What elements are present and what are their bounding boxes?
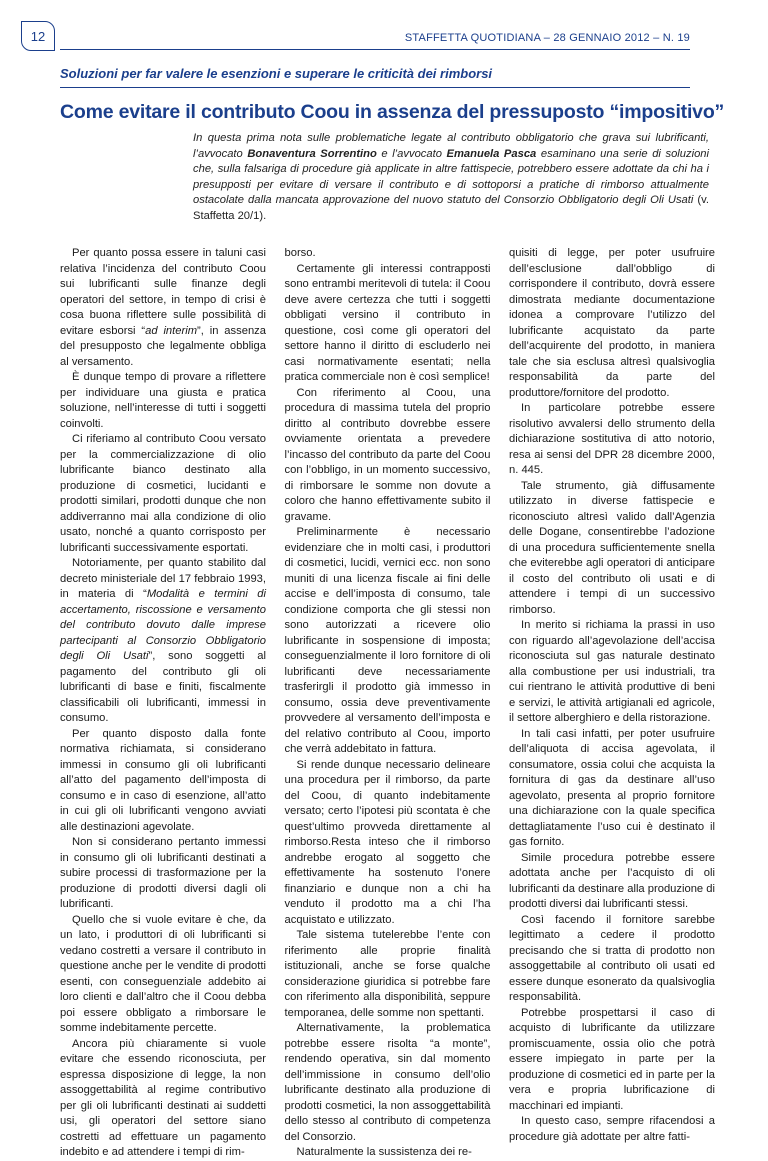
paragraph: Con riferimento al Coou, una procedura di massima tutela del proprio diritto al contributo dovrebbe essere ovviamente orientata a prevedere l’incasso del contributo da parte del Coou con l’obbligo, in un momento successivo, di rimborsare le somme non dovute a coloro che hanno effettivamente subito il gravame. bbox=[284, 386, 491, 523]
column-1 bbox=[60, 246, 266, 1158]
paragraph: Notoriamente, per quanto stabilito dal decreto ministeriale del 17 febbraio 1993, in materia di “Modalità e termini di accertamento, riscossione e versamento del contributo dovuto dalle imprese partecipanti al Consorzio Obbligatorio degli Oli Usati”, sono soggetti al pagamento del contributo gli oli lubrificanti di base e finiti, fiscalmente classificabili oli lubrificanti, immessi in consumo. bbox=[60, 557, 266, 724]
paragraph: Naturalmente la sussistenza dei re- bbox=[296, 1146, 472, 1158]
paragraph: Ci riferiamo al contributo Coou versato per la commercializzazione di olio lubrificante bianco destinato alla produzione di cosmetici, lucidanti e prodotti similari, prodotti dunque che non addiverranno mai alla condizione di olio usato, nonché a quanto corrisposto per lubrificanti successivamente esportati. bbox=[60, 433, 266, 554]
article-lead: In questa prima nota sulle problematiche legate al contributo obbligatorio che grava sui lubrificanti, l’avvocato Bonaventura Sorrentino e l’avvocato Emanuela Pasca esaminano una serie di soluzioni che, sulla falsariga di procedure già applicate in altre fattispecie, potrebbero essere adottate da chi ha i presupposti per evitare di versare il contributo e di sottoporsi a pratiche di rimborso attualmente ostacolate dalla mancata approvazione del nuovo statuto del Consorzio Obbligatorio degli Oli Usati (v. Staffetta 20/1). bbox=[193, 132, 710, 222]
paragraph: Non si considerano pertanto immessi in consumo gli oli lubrificanti destinati a subire processi di trasformazione per la produzione di prodotti diversi dagli oli lubrificanti. bbox=[60, 836, 266, 910]
paragraph: In particolare potrebbe essere risolutivo avvalersi dello strumento della dichiarazione sostitutiva di atto notorio, resa ai sensi del DPR 28 dicembre 2000, n. 445. bbox=[509, 402, 715, 476]
paragraph: Tale sistema tutelerebbe l’ente con riferimento alle proprie finalità istituzionali, anche se forse qualche considerazione giuridica si potrebbe fare con riferimento alla disponibilità, seppure temporanea, delle somme non spettanti. bbox=[284, 929, 491, 1019]
paragraph: Ancora più chiaramente si vuole evitare che essendo riconosciuta, per espressa disposizione di legge, la non assoggettabilità al regime contributivo per gli oli lubrificanti destinati ai suddetti usi, gli operatori del settore siano costretti ad effettuare un pagamento indebito e ad attendere i tempi di rim- bbox=[60, 1037, 266, 1158]
paragraph: Per quanto disposto dalla fonte normativa richiamata, si considerano immessi in consumo gli oli lubrificanti all’atto del pagamento dell’imposta di consumo e in caso di esenzione, all’atto in cui gli oli lubrificanti vengono avviati alle destinazioni agevolate. bbox=[60, 727, 266, 833]
paragraph: Certamente gli interessi contrapposti sono entrambi meritevoli di tutela: il Coou deve avere certezza che tutti i soggetti obbligati versino il contributo in questione, così come gli operatori del settore hanno il diritto di escluderlo nei casi normativamente esentati; nella pratica commerciale non è così semplice! bbox=[284, 262, 491, 383]
section-rule bbox=[60, 87, 690, 88]
paragraph: È dunque tempo di provare a riflettere per individuare una giusta e pratica soluzione, nell’interesse di tutti i soggetti coinvolti. bbox=[60, 371, 266, 430]
article-title: Come evitare il contributo Coou in assenza del pressuposto “impositivo” bbox=[60, 101, 725, 123]
article-body bbox=[60, 246, 715, 1158]
paragraph: Simile procedura potrebbe essere adottata anche per l’acquisto di oli lubrificanti da destinare alla produzione di prodotti diversi dai lubrificanti stessi. bbox=[509, 851, 715, 910]
paragraph: Tale strumento, già diffusamente utilizzato in diverse fattispecie e riconosciuto altresì valido dall’Agenzia delle Dogane, consentirebbe l’adozione di una procedura sufficientemente snella che eviterebbe agli operatori di anticipare il costo del contributo oli usati e di attendere i tempi di un successivo rimborso. bbox=[509, 479, 715, 616]
author-name: Emanuela Pasca bbox=[446, 147, 537, 160]
paragraph: Preliminarmente è necessario evidenziare che in molti casi, i produttori di cosmetici, lucidi, vernici ecc. non sono muniti di una licenza fiscale ai fini delle accise e dell’imposta di consumo, tale condizione comporta che gli stessi non sono autorizzati a ricevere olio lubrificante in sospensione di imposta; conseguenzialmente il loro fornitore di oli lubrificanti deve necessariamente trasferirgli il prodotto già immesso in consumo, ossia deve preventivamente provvedere al versamento dell’imposta e del relativo contributo al Coou, importo che verrà addebitato in fattura. bbox=[284, 526, 491, 755]
paragraph: Potrebbe prospettarsi il caso di acquisto di lubrificante da utilizzare promiscuamente, ossia olio che potrà essere impiegato in parte per la produzione di cosmetici ed in parte per la vera e propria lubrificazione di macchinari ed impianti. bbox=[509, 1006, 715, 1112]
paragraph: Così facendo il fornitore sarebbe legittimato a cedere il prodotto precisando che si tratta di prodotto non assoggettabile al contributo oli usati ed essere dunque esonerato da qualsivoglia responsabilità. bbox=[509, 913, 715, 1003]
cross-reference: (v. Staffetta 20/1). bbox=[193, 194, 709, 222]
paragraph: Quello che si vuole evitare è che, da un lato, i produttori di oli lubrificanti si vedano costretti a versare il contributo in questione anche per le vendite di prodotti esenti, con conseguenziale addebito ai loro clienti e dall’altro che il Coou debba poi essere obbligato a rimborsare le somme indebitamente percette. bbox=[60, 913, 266, 1034]
header-rule bbox=[60, 49, 690, 50]
paragraph: In tali casi infatti, per poter usufruire dell’aliquota di accisa agevolata, il consumatore, ossia colui che acquista la fornitura di gas da destinare all’uso agevolato, presenta al proprio fornitore una dichiarazione con la quale specifica dettagliatamente l’uso cui è destinato il gas fornito. bbox=[509, 727, 715, 848]
paragraph: quisiti di legge, per poter usufruire dell’esclusione dall’obbligo di corrispondere il contributo, dovrà essere dimostrata mediante documentazione idonea a comprovare l’utilizzo del lubrificante acquistato da parte dell’acquirente del prodotto, in maniera tale che sia esclusa altresì qualsivoglia responsabilità da parte del produttore/fornitore del prodotto. bbox=[509, 247, 715, 399]
page-number: 12 bbox=[21, 21, 55, 51]
paragraph: Si rende dunque necessario delineare una procedura per il rimborso, da parte del Coou, di quanto indebitamente versato; certo l’ipotesi più scontata è che quest’ultimo provveda direttamente al rimborso.Resta inteso che il rimborso andrebbe erogato al soggetto che effettivamente ha sostenuto l’onere finanziario e dunque non a chi ha venduto il prodotto ma a chi l’ha acquistato e utilizzato. bbox=[284, 758, 491, 926]
paragraph: borso. bbox=[284, 247, 316, 259]
paragraph: In merito si richiama la prassi in uso con riguardo all’agevolazione dell’accisa riconosciuta sul gas naturale destinato alla combustione per usi industriali, tra cui rientrano le attività produttive di beni e servizi, le attività artigianali ed agricole, il settore alberghiero e della ristorazione. bbox=[509, 619, 715, 724]
paragraph: Alternativamente, la problematica potrebbe essere risolta “a monte”, rendendo operativa, sin dal momento dell’immissione in consumo dell’olio lubrificante destinato alla produzione di prodotti cosmetici, la non assoggettabilità dello stesso al contributo di competenza del Consorzio. bbox=[284, 1022, 491, 1143]
section-heading: Soluzioni per far valere le esenzioni e superare le criticità dei rimborsi bbox=[60, 66, 493, 81]
column-2 bbox=[284, 246, 491, 1158]
paragraph: Per quanto possa essere in taluni casi relativa l’incidenza del contributo Coou sui lubrificanti sulle finanze degli operatori del settore, in tempo di crisi è cosa buona riflettere sulle possibilità di evitare esborsi “ad interim”, in assenza del presupposto che legalmente obbliga al versamento. bbox=[60, 247, 266, 368]
author-name: Bonaventura Sorrentino bbox=[247, 147, 377, 160]
running-head: STAFFETTA QUOTIDIANA – 28 GENNAIO 2012 – N. 19 bbox=[404, 32, 690, 44]
column-3 bbox=[509, 246, 715, 1143]
paragraph: In questo caso, sempre rifacendosi a procedure già adottate per altre fatti- bbox=[509, 1115, 715, 1143]
